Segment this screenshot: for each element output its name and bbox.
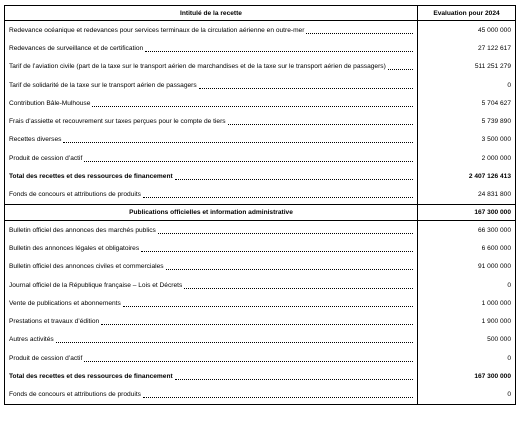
dot-leader (145, 45, 413, 52)
row-label-cell (5, 21, 418, 40)
dot-leader (141, 245, 413, 252)
row-label-cell (5, 167, 418, 185)
table-block-1 (5, 21, 516, 205)
dot-leader (306, 27, 413, 34)
row-value: 3 500 000 (418, 131, 516, 149)
dot-leader (175, 373, 413, 380)
row-value: 24 831 800 (418, 186, 516, 205)
dot-leader (228, 118, 413, 125)
table-row (5, 186, 516, 205)
row-value: 0 (418, 349, 516, 367)
dot-leader (143, 391, 413, 398)
table-row (5, 167, 516, 185)
dot-leader (101, 318, 413, 325)
row-value: 6 600 000 (418, 239, 516, 257)
row-label-cell (5, 94, 418, 112)
table-row (5, 94, 516, 112)
dot-leader (388, 63, 413, 70)
row-label: Autres activités (9, 336, 54, 344)
dot-leader (184, 282, 413, 289)
row-label: Produit de cession d’actif (9, 154, 83, 162)
dot-leader (84, 155, 413, 162)
table-row (5, 276, 516, 294)
section-label: Publications officielles et information administrative (5, 204, 418, 220)
row-value: 2 407 126 413 (418, 167, 516, 185)
row-value: 45 000 000 (418, 21, 516, 40)
row-label: Tarif de solidarité de la taxe sur le transport aérien de passagers (9, 81, 197, 89)
dot-leader (158, 227, 413, 234)
row-value: 167 300 000 (418, 367, 516, 385)
row-label-cell (5, 349, 418, 367)
row-value: 91 000 000 (418, 258, 516, 276)
row-value: 1 900 000 (418, 312, 516, 330)
row-value: 5 739 890 (418, 112, 516, 130)
row-label: Journal officiel de la République française – Lois et Décrets (9, 281, 183, 289)
table-row (5, 39, 516, 57)
row-label-cell (5, 186, 418, 205)
row-label-cell (5, 294, 418, 312)
table-row (5, 294, 516, 312)
header-label: Intitulé de la recette (5, 6, 418, 21)
row-label: Bulletin des annonces légales et obligatoires (9, 244, 140, 252)
table-row (5, 76, 516, 94)
table-row (5, 386, 516, 405)
row-label-cell (5, 276, 418, 294)
section-row (5, 204, 516, 220)
row-label: Produit de cession d’actif (9, 354, 83, 362)
row-label-cell (5, 367, 418, 385)
row-label: Total des recettes et des ressources de financement (9, 372, 173, 380)
section-value: 167 300 000 (418, 204, 516, 220)
table-row (5, 131, 516, 149)
table-row (5, 349, 516, 367)
row-label: Total des recettes et des ressources de financement (9, 173, 173, 181)
row-label: Bulletin officiel des annonces civiles et commerciales (9, 263, 164, 271)
table-row (5, 220, 516, 239)
row-label-cell (5, 386, 418, 405)
dot-leader (56, 336, 413, 343)
dot-leader (123, 300, 413, 307)
row-label-cell (5, 258, 418, 276)
dot-leader (199, 82, 413, 89)
table-row (5, 312, 516, 330)
header-value: Evaluation pour 2024 (418, 6, 516, 21)
row-value: 0 (418, 386, 516, 405)
row-label: Vente de publications et abonnements (9, 299, 121, 307)
dot-leader (92, 100, 413, 107)
row-label: Frais d’assiette et recouvrement sur taxes perçues pour le compte de tiers (9, 118, 226, 126)
row-label: Redevances de surveillance et de certification (9, 44, 144, 52)
row-value: 27 122 617 (418, 39, 516, 57)
row-label-cell (5, 39, 418, 57)
dot-leader (84, 355, 413, 362)
row-value: 5 704 627 (418, 94, 516, 112)
row-label: Fonds de concours et attributions de produits (9, 191, 141, 199)
table-row (5, 258, 516, 276)
row-label: Redevance océanique et redevances pour services terminaux de la circulation aérienne en outre-mer (9, 26, 305, 34)
row-label-cell (5, 312, 418, 330)
row-label-cell (5, 149, 418, 167)
row-label-cell (5, 220, 418, 239)
row-value: 1 000 000 (418, 294, 516, 312)
row-value: 0 (418, 276, 516, 294)
row-label: Bulletin officiel des annonces des marchés publics (9, 226, 156, 234)
row-value: 511 251 279 (418, 58, 516, 76)
row-value: 500 000 (418, 331, 516, 349)
table-row (5, 367, 516, 385)
table-row (5, 112, 516, 130)
row-label-cell (5, 331, 418, 349)
dot-leader (166, 263, 413, 270)
table-header-row (5, 6, 516, 21)
row-label-cell (5, 58, 418, 76)
row-label: Tarif de l’aviation civile (part de la taxe sur le transport aérien de marchandises et de la taxe sur le transport aérien de passagers) (9, 63, 386, 71)
table-row (5, 58, 516, 76)
row-value: 0 (418, 76, 516, 94)
row-label-cell (5, 131, 418, 149)
row-label: Prestations et travaux d’édition (9, 318, 100, 326)
table-block-2 (5, 220, 516, 404)
row-value: 66 300 000 (418, 220, 516, 239)
row-label: Recettes diverses (9, 136, 62, 144)
table-row (5, 239, 516, 257)
row-label: Contribution Bâle-Mulhouse (9, 99, 91, 107)
dot-leader (175, 173, 413, 180)
row-label-cell (5, 239, 418, 257)
revenue-table (4, 5, 516, 405)
row-label-cell (5, 112, 418, 130)
table-row (5, 149, 516, 167)
dot-leader (143, 191, 413, 198)
row-label: Fonds de concours et attributions de produits (9, 391, 141, 399)
revenue-table-container (4, 5, 515, 405)
row-value: 2 000 000 (418, 149, 516, 167)
table-row (5, 21, 516, 40)
dot-leader (63, 136, 413, 143)
table-section-2 (5, 204, 516, 220)
table-row (5, 331, 516, 349)
row-label-cell (5, 76, 418, 94)
